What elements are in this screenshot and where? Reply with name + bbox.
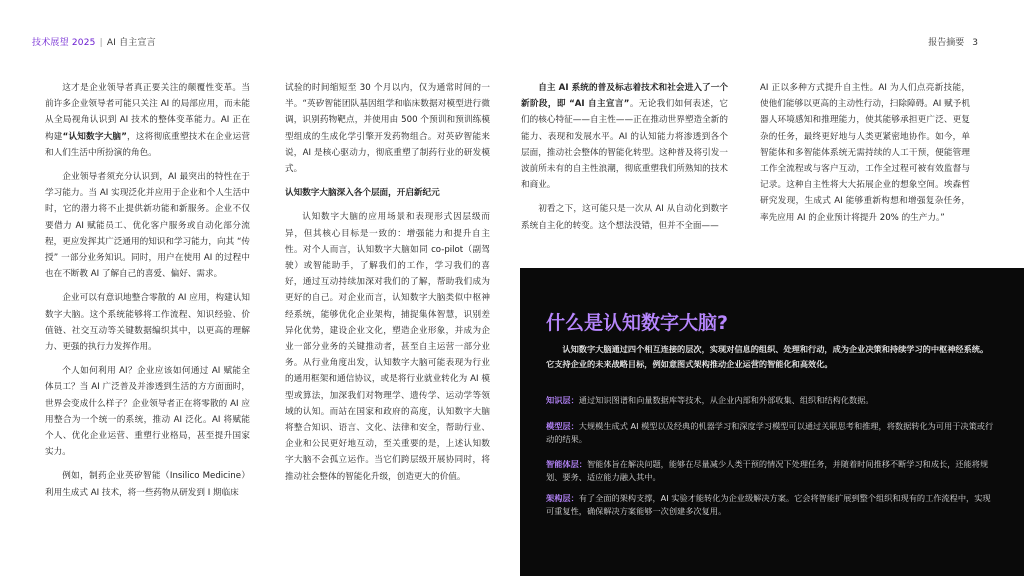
report-header (32, 35, 156, 48)
column-4 (760, 80, 970, 234)
column-1 (45, 80, 250, 509)
page-header-right (928, 35, 978, 48)
key-statement: 自主 AI 系统的普及标志着技术和社会进入了一个新阶段，即 “AI 自主宣言” (521, 83, 728, 110)
paragraph: 试验的时间缩短至 30 个月以内，仅为通常时间的一半。“英矽智能团队基因组学和临床数据对模型进行微调，识别药物靶点，并使用由 500 个预训和预训练模型组成的生成化学引擎开发药物组合。对英矽智能来说，AI 是核心驱动力，彻底重塑了制药行业的研发模式。 (285, 83, 490, 175)
section-label: 报告摘要 (928, 38, 965, 48)
report-title: 技术展望 2025 (32, 38, 96, 48)
panel-title: 什么是认知数字大脑? (546, 312, 729, 334)
paragraph: 例如，制药企业英矽智能（Insilico Medicine）利用生成式 AI 技术，将一些药物从研发到 I 期临床 (45, 471, 250, 498)
key-term: “认知数字大脑” (62, 131, 127, 142)
section-heading: 认知数字大脑深入各个层面，开启新纪元 (285, 188, 440, 199)
header-separator: | (99, 38, 103, 48)
paragraph: 个人如何利用 AI？企业应该如何通过 AI 赋能全体员工？当 AI 广泛普及并渗透到生活的方方面面时，世界会变成什么样子？企业领导者正在将零散的 AI 应用整合为一个统一的系统，推动 AI 泛化。AI 将赋能个人、优化企业运营、重塑行业格局，甚至提升国家实力。 (45, 366, 250, 458)
column-2 (285, 80, 490, 493)
paragraph: 自主 AI 系统的普及标志着技术和社会进入了一个新阶段，即 “AI 自主宣言”。无论我们如何表述，它们的核心特征——自主性——正在推动世界塑造全新的能力、表现和发展水平。AI 的认知能力将渗透到各个层面，推动社会整体的智能化转型。这种普及将引发一波前所未有的自主性浪潮，彻底重塑我们所熟知的技术和商业。 (521, 83, 728, 191)
paragraph: AI 正以多种方式提升自主性。AI 为人们点亮新技能，使他们能够以更高的主动性行动，扫除障碍。AI 赋予机器人环境感知和推理能力，使其能够承担更广泛、更复杂的任务，最终更好地与人类更紧密地协作。如今，单智能体和多智能体系统无需持续的人工干预，便能管理工作全流程或与客户互动，工作全过程可被有效监督与记录。这种自主性将大大拓展企业的想象空间。埃森哲研究发现，生成式 AI 能够重新构想和增强复杂任务，率先应用 AI 的企业预计将提升 20% 的生产力。” (760, 83, 970, 223)
paragraph: 初看之下，这可能只是一次从 AI 从自动化到数字系统自主化的转变。这个想法没错，但并不全面—— (521, 204, 728, 231)
paragraph: 企业领导者须充分认识到，AI 最突出的特性在于学习能力。当 AI 实现泛化并应用于企业和个人生活中时，它的潜力将不止提供新功能和新服务。企业不仅要借力 AI 赋能员工、优化客户服务或自动化部分流程，更应发挥其广泛通用的知识和学习能力，向其 “传授” 一部分业务知识。同时，用户在使用 AI 的过程中也在不断教 AI 了解自己的喜爱、偏好、需求。 (45, 172, 250, 280)
knowledge-layer: 知识层：通过知识图谱和向量数据库等技术，从企业内部和外部收集、组织和结构化数据。 (546, 395, 874, 405)
section-title: AI 自主宣言 (106, 38, 156, 48)
definition-panel (520, 268, 1024, 576)
paragraph: 认知数字大脑的应用场景和表现形式因层级而异，但其核心目标是一致的：增强能力和提升自主性。对个人而言，认知数字大脑如同 co-pilot（副驾驶）或智能助手，了解我们的工作，学习我们的喜好，通过互动持续加深对我们的了解，帮助我们成为更好的自己。对企业而言，认知数字大脑类似中枢神经系统，能够优化企业架构，捕捉集体智慧，识别差异化优势，建设企业文化，塑造企业形象，并成为企业一部分业务的关键推动者，甚至自主运营一部分业务。从行业角度出发，认知数字大脑可能表现为行业的通用框架和通信协议，或是将行业就业转化为 AI 模型或算法，加深我们对物理学、遗传学、运动学等领域的认知。而站在国家和政府的高度，认知数字大脑将整合知识、语言、文化、法律和安全，帮助行业、企业和公民更好地互动，至关重要的是，上述认知数字大脑不会孤立运作。当它们跨层级开展协同时，将推动社会整体的智能化升级，创造更大的价值。 (285, 212, 490, 482)
model-layer: 模型层：大规模生成式 AI 模型以及经典的机器学习和深度学习模型可以通过关联思考和推理，将数据转化为可用于决策或行动的结果。 (546, 421, 994, 444)
panel-intro: 认知数字大脑通过四个相互连接的层次，实现对信息的组织、处理和行动，成为企业决策和持续学习的中枢神经系统。它支持企业的未来战略目标，例如意图式架构推动企业运营的智能化和高效化。 (546, 344, 989, 369)
page-number: 3 (972, 38, 978, 48)
column-3 (521, 80, 728, 242)
architecture-layer: 架构层：有了全面的架构支撑，AI 实验才能转化为企业级解决方案。它会将智能扩展到整个组织和现有的工作流程中，实现可重复性，确保解决方案能够一次创建多次复用。 (546, 493, 991, 516)
agent-layer: 智能体层：智能体旨在解决问题，能够在尽量减少人类干预的情况下处理任务，并随着时间推移不断学习和成长，还能将规划、要务、适应能力融入其中。 (546, 459, 989, 482)
paragraph: 这才是企业领导者真正要关注的颠覆性变革。当前许多企业领导者可能只关注 AI 的局部应用，而未能从全局视角认识到 AI 技术的整体变革能力。AI 正在构建“认知数字大脑”，这将彻底重塑技术在企业运营和人们生活中所扮演的角色。 (45, 83, 250, 158)
paragraph: 企业可以有意识地整合零散的 AI 应用，构建认知数字大脑。这个系统能够将工作流程、知识经验、价值链、社交互动等关键数据编织其中，以更高的理解力、更强的执行力发挥作用。 (45, 293, 250, 353)
